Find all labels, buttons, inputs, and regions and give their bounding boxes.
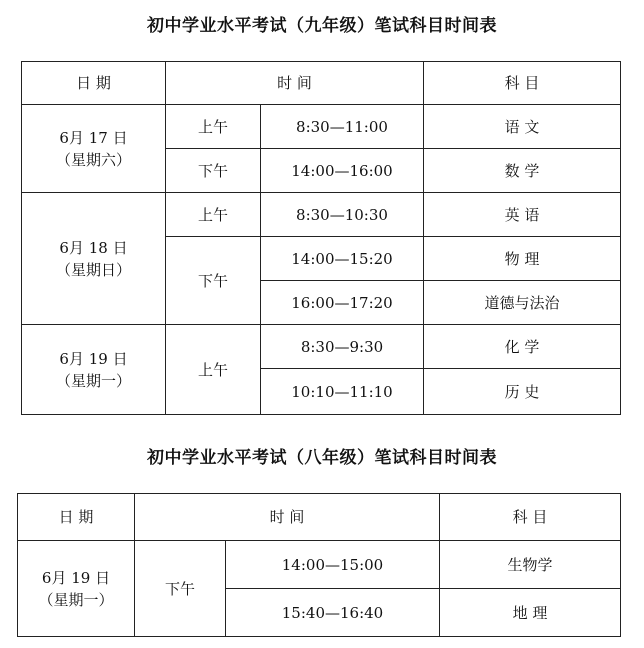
weekday-text: （星期一） (38, 590, 114, 609)
subject-cell: 历 史 (424, 369, 621, 415)
time-cell: 15:40—16:40 (226, 589, 440, 637)
time-cell: 14:00—15:20 (261, 237, 424, 281)
time-cell: 14:00—15:00 (226, 541, 440, 589)
period-cell: 上午 (166, 325, 261, 415)
table-header-row (22, 62, 621, 105)
header-subject: 科 目 (440, 494, 621, 541)
date-cell (22, 193, 166, 325)
subject-cell: 道德与法治 (424, 281, 621, 325)
header-date: 日 期 (18, 494, 135, 541)
date-text: 6月 19 日 (59, 349, 128, 368)
time-cell: 8:30—11:00 (261, 105, 424, 149)
table-header-row (18, 494, 621, 541)
subject-cell: 语 文 (424, 105, 621, 149)
header-time: 时 间 (135, 494, 440, 541)
time-cell: 14:00—16:00 (261, 149, 424, 193)
subject-cell: 生物学 (440, 541, 621, 589)
subject-cell: 化 学 (424, 325, 621, 369)
date-cell (22, 325, 166, 415)
subject-cell: 数 学 (424, 149, 621, 193)
table-row (22, 325, 621, 369)
date-text: 6月 17 日 (59, 128, 128, 147)
date-text: 6月 18 日 (59, 238, 128, 257)
subject-cell: 英 语 (424, 193, 621, 237)
date-text: 6月 19 日 (41, 568, 111, 587)
grade9-schedule-table (21, 61, 621, 415)
header-subject: 科 目 (424, 62, 621, 105)
time-cell: 10:10—11:10 (261, 369, 424, 415)
header-time: 时 间 (166, 62, 424, 105)
grade9-title: 初中学业水平考试（九年级）笔试科目时间表 (147, 16, 497, 36)
subject-cell: 地 理 (440, 589, 621, 637)
header-date: 日 期 (22, 62, 166, 105)
date-cell (22, 105, 166, 193)
period-cell: 上午 (166, 105, 261, 149)
table-row (22, 193, 621, 237)
time-cell: 8:30—10:30 (261, 193, 424, 237)
period-cell: 上午 (166, 193, 261, 237)
period-cell: 下午 (135, 541, 226, 637)
period-cell: 下午 (166, 149, 261, 193)
date-cell (18, 541, 135, 637)
weekday-text: （星期日） (55, 260, 131, 279)
table-row (18, 541, 621, 589)
grade8-title: 初中学业水平考试（八年级）笔试科目时间表 (147, 448, 497, 468)
time-cell: 16:00—17:20 (261, 281, 424, 325)
table-row (22, 105, 621, 149)
subject-cell: 物 理 (424, 237, 621, 281)
time-cell: 8:30—9:30 (261, 325, 424, 369)
weekday-text: （星期六） (55, 150, 131, 169)
period-cell: 下午 (166, 237, 261, 325)
grade8-schedule-table (17, 493, 621, 637)
weekday-text: （星期一） (55, 371, 131, 390)
